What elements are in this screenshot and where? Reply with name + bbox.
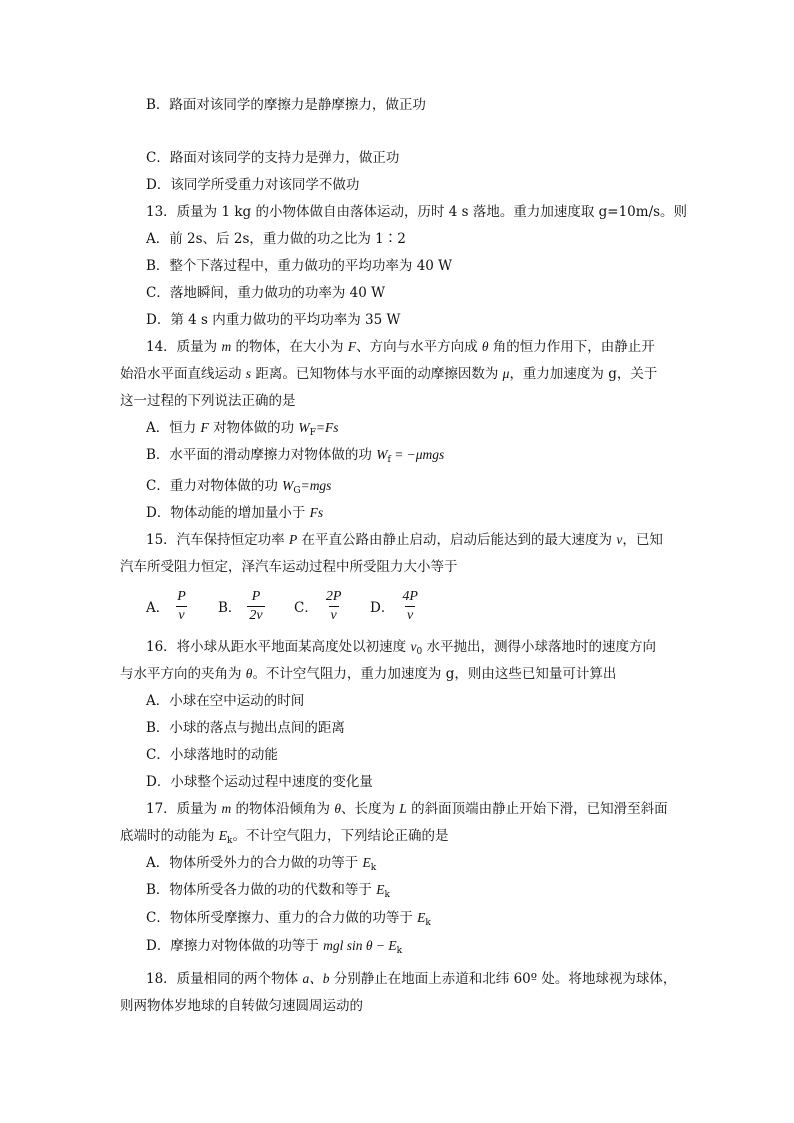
q13-option-a: A．前 2s、后 2s，重力做的功之比为 1∶2 bbox=[146, 231, 406, 247]
q12-option-c: C．路面对该同学的支持力是弹力，做正功 bbox=[146, 150, 400, 166]
q15-stem-line1: 15．汽车保持恒定功率 P 在平直公路由静止启动，启动后能达到的最大速度为 v，已知 bbox=[146, 532, 663, 548]
q14-stem-line3: 这一过程的下列说法正确的是 bbox=[120, 393, 296, 409]
q14-option-b: B．水平面的滑动摩擦力对物体做的功 $W_f = -\mu mgs$ bbox=[146, 447, 445, 465]
q14-option-c: C．重力对物体做的功 $W_G=mgs$ bbox=[146, 478, 332, 496]
q14-stem-line1: 14．质量为 m 的物体，在大小为 F、方向与水平方向成 θ 角的恒力作用下，由静止开 bbox=[146, 339, 655, 355]
q18-stem-line1: 18．质量相同的两个物体 a、b 分别静止在地面上赤道和北纬 60º 处。将地球视为球体， bbox=[146, 971, 677, 987]
q18-stem-line2: 则两物体岁地球的自转做匀速圆周运动的 bbox=[120, 998, 363, 1014]
q14-option-a: A．恒力 F 对物体做的功 $W_F=Fs$ bbox=[146, 420, 339, 438]
q13-option-d: D．第 4 s 内重力做功的平均功率为 35 W bbox=[146, 312, 401, 328]
q12-option-b: B．路面对该同学的摩擦力是静摩擦力，做正功 bbox=[146, 97, 426, 113]
q14-stem-line2: 始沿水平面直线运动 s 距离。已知物体与水平面的动摩擦因数为 μ，重力加速度为 g，关于 bbox=[120, 366, 658, 382]
q16-option-d: D．小球整个运动过程中速度的变化量 bbox=[146, 774, 373, 790]
q13-stem: 13．质量为 1 kg 的小物体做自由落体运动，历时 4 s 落地。重力加速度取 g=10m/s。则 bbox=[146, 204, 688, 220]
fraction: $\frac{P}{2v}$ bbox=[249, 588, 263, 623]
fraction: $\frac{2P}{v}$ bbox=[325, 588, 342, 623]
q17-option-b: B．物体所受各力做的功的代数和等于 $E_k$ bbox=[146, 882, 390, 900]
q13-option-c: C．落地瞬间，重力做功的功率为 40 W bbox=[146, 285, 385, 301]
q16-option-a: A．小球在空中运动的时间 bbox=[146, 693, 305, 709]
q16-stem-line1: 16．将小球从距水平地面某高度处以初速度 $v_0$ 水平抛出，测得小球落地时的速度方向 bbox=[146, 639, 657, 657]
q16-option-c: C．小球落地时的动能 bbox=[146, 747, 278, 763]
q16-option-b: B．小球的落点与抛出点间的距离 bbox=[146, 720, 345, 736]
q17-option-d: D．摩擦力对物体做的功等于 mgl $\sin \theta - E_k$ bbox=[146, 938, 403, 956]
q15-option-c: C． $\frac{2P}{v}$ bbox=[294, 588, 342, 623]
fraction: $\frac{4P}{v}$ bbox=[402, 588, 418, 623]
q17-stem-line2: 底端时的动能为 $E_k$。不计空气阻力，下列结论正确的是 bbox=[120, 828, 449, 846]
q17-option-c: C．物体所受摩擦力、重力的合力做的功等于 $E_k$ bbox=[146, 910, 431, 928]
q15-stem-line2: 汽车所受阻力恒定，泽汽车运动过程中所受阻力大小等于 bbox=[120, 559, 458, 575]
q15-option-a: A． $\frac{P}{v}$ bbox=[146, 588, 186, 623]
q16-stem-line2: 与水平方向的夹角为 θ。不计空气阻力，重力加速度为 g，则由这些已知量可计算出 bbox=[120, 666, 617, 682]
q14-option-d: D．物体动能的增加量小于 Fs bbox=[146, 505, 324, 521]
fraction: $\frac{P}{v}$ bbox=[177, 588, 186, 623]
q15-option-b: B． $\frac{P}{2v}$ bbox=[218, 588, 263, 623]
q17-stem-line1: 17．质量为 m 的物体沿倾角为 θ、长度为 L 的斜面顶端由静止开始下滑，已知滑至斜面 bbox=[146, 801, 668, 817]
q17-option-a: A．物体所受外力的合力做的功等于 $E_k$ bbox=[146, 855, 377, 873]
q15-option-d: D． $\frac{4P}{v}$ bbox=[370, 588, 418, 623]
q13-option-b: B．整个下落过程中，重力做功的平均功率为 40 W bbox=[146, 258, 453, 274]
q12-option-d: D．该同学所受重力对该同学不做功 bbox=[146, 177, 360, 193]
